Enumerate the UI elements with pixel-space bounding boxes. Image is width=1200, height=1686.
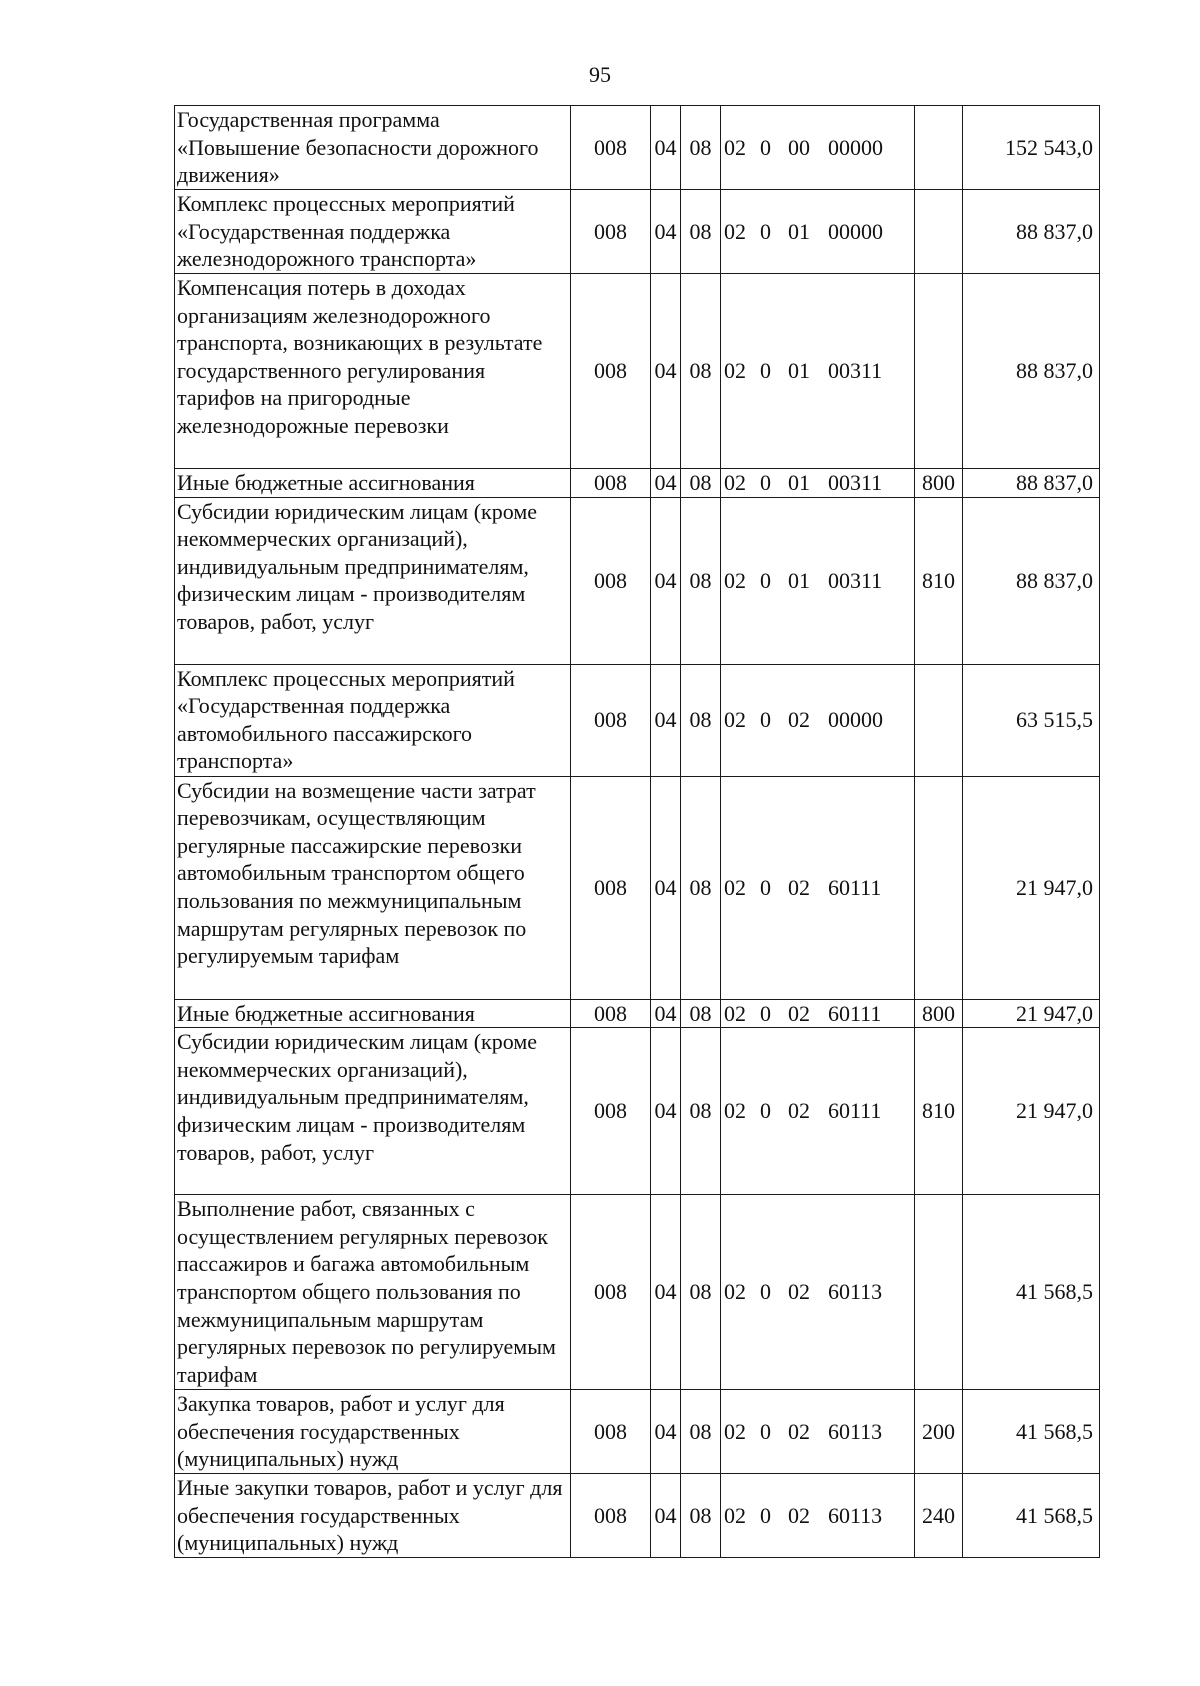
table-row [175, 190, 1100, 274]
vr-code: 800 [915, 999, 963, 1028]
csr-structure: 02 [788, 707, 810, 733]
csr-direction: 60111 [828, 1000, 882, 1026]
csr-structure: 01 [788, 218, 810, 244]
csr-program: 02 [724, 1502, 746, 1528]
rz-code: 04 [651, 106, 681, 190]
row-sum: 152 543,0 [963, 106, 1100, 190]
csr-code [721, 469, 915, 498]
row-name: Комплекс процессных мероприятий «Государственная поддержка железнодорожного транспорта» [175, 190, 571, 274]
rz-code: 04 [651, 1474, 681, 1558]
csr-code [721, 1195, 915, 1390]
csr-code [721, 1028, 915, 1195]
pr-code: 08 [681, 1028, 721, 1195]
csr-structure: 01 [788, 470, 810, 495]
vr-code [915, 190, 963, 274]
csr-type: 0 [760, 134, 771, 160]
table-row [175, 776, 1100, 999]
table-row [175, 497, 1100, 664]
row-sum: 41 568,5 [963, 1390, 1100, 1474]
pr-code: 08 [681, 1390, 721, 1474]
grbs-code: 008 [571, 190, 651, 274]
rz-code: 04 [651, 190, 681, 274]
vr-code [915, 274, 963, 469]
row-sum: 21 947,0 [963, 1028, 1100, 1195]
csr-type: 0 [760, 874, 771, 900]
pr-code: 08 [681, 999, 721, 1028]
rz-code: 04 [651, 776, 681, 999]
row-name: Компенсация потерь в доходах организациям железнодорожного транспорта, возникающих в результате государственного регулирования тарифов на пригородные железнодорожные перевозки [175, 274, 571, 469]
grbs-code: 008 [571, 1474, 651, 1558]
csr-program: 02 [724, 1098, 746, 1124]
vr-code: 240 [915, 1474, 963, 1558]
budget-table [174, 105, 1100, 1558]
csr-type: 0 [760, 358, 771, 384]
vr-code [915, 106, 963, 190]
vr-code: 810 [915, 497, 963, 664]
row-name: Субсидии юридическим лицам (кроме некоммерческих организаций), индивидуальным предпринимателям, физическим лицам - производителям товаров, работ, услуг [175, 1028, 571, 1195]
csr-direction: 00000 [828, 134, 883, 160]
pr-code: 08 [681, 106, 721, 190]
csr-structure: 02 [788, 1279, 810, 1305]
grbs-code: 008 [571, 1390, 651, 1474]
csr-direction: 00311 [828, 358, 883, 384]
csr-program: 02 [724, 707, 746, 733]
pr-code: 08 [681, 1195, 721, 1390]
row-name: Субсидии юридическим лицам (кроме некоммерческих организаций), индивидуальным предпринимателям, физическим лицам - производителям товаров, работ, услуг [175, 497, 571, 664]
csr-structure: 02 [788, 1418, 810, 1444]
vr-code [915, 776, 963, 999]
csr-code [721, 664, 915, 776]
table-row [175, 664, 1100, 776]
pr-code: 08 [681, 664, 721, 776]
csr-code [721, 776, 915, 999]
row-sum: 63 515,5 [963, 664, 1100, 776]
grbs-code: 008 [571, 1195, 651, 1390]
row-name: Выполнение работ, связанных с осуществлением регулярных перевозок пассажиров и багажа автомобильным транспортом общего пользования по межмуниципальным маршрутам регулярных перевозок по регулируемым тарифам [175, 1195, 571, 1390]
row-sum: 88 837,0 [963, 497, 1100, 664]
row-name: Комплекс процессных мероприятий «Государственная поддержка автомобильного пассажирского транспорта» [175, 664, 571, 776]
row-sum: 88 837,0 [963, 190, 1100, 274]
row-sum: 21 947,0 [963, 776, 1100, 999]
csr-type: 0 [760, 567, 771, 593]
csr-code [721, 1390, 915, 1474]
table-row [175, 1195, 1100, 1390]
csr-code [721, 274, 915, 469]
csr-structure: 01 [788, 567, 810, 593]
csr-code [721, 497, 915, 664]
csr-direction: 00311 [828, 470, 883, 495]
table-row [175, 274, 1100, 469]
grbs-code: 008 [571, 469, 651, 498]
vr-code: 810 [915, 1028, 963, 1195]
grbs-code: 008 [571, 664, 651, 776]
rz-code: 04 [651, 274, 681, 469]
csr-direction: 60111 [828, 1098, 882, 1124]
csr-direction: 00000 [828, 218, 883, 244]
rz-code: 04 [651, 664, 681, 776]
grbs-code: 008 [571, 999, 651, 1028]
csr-type: 0 [760, 1502, 771, 1528]
grbs-code: 008 [571, 776, 651, 999]
row-name: Иные бюджетные ассигнования [175, 999, 571, 1028]
pr-code: 08 [681, 1474, 721, 1558]
csr-direction: 00311 [828, 567, 883, 593]
table-row [175, 1390, 1100, 1474]
csr-structure: 02 [788, 1502, 810, 1528]
csr-program: 02 [724, 1000, 746, 1026]
csr-program: 02 [724, 358, 746, 384]
csr-direction: 60113 [828, 1279, 883, 1305]
rz-code: 04 [651, 999, 681, 1028]
rz-code: 04 [651, 469, 681, 498]
pr-code: 08 [681, 497, 721, 664]
csr-direction: 60111 [828, 874, 882, 900]
table-row [175, 106, 1100, 190]
table-row [175, 1474, 1100, 1558]
row-sum: 41 568,5 [963, 1474, 1100, 1558]
pr-code: 08 [681, 469, 721, 498]
vr-code [915, 1195, 963, 1390]
vr-code [915, 664, 963, 776]
csr-type: 0 [760, 707, 771, 733]
row-name: Иные бюджетные ассигнования [175, 469, 571, 498]
grbs-code: 008 [571, 106, 651, 190]
csr-code [721, 1474, 915, 1558]
pr-code: 08 [681, 190, 721, 274]
csr-structure: 02 [788, 1000, 810, 1026]
rz-code: 04 [651, 1390, 681, 1474]
vr-code: 800 [915, 469, 963, 498]
row-name: Закупка товаров, работ и услуг для обеспечения государственных (муниципальных) нужд [175, 1390, 571, 1474]
csr-structure: 02 [788, 874, 810, 900]
page-number: 95 [589, 62, 611, 87]
row-name: Государственная программа «Повышение безопасности дорожного движения» [175, 106, 571, 190]
row-sum: 41 568,5 [963, 1195, 1100, 1390]
table-row [175, 469, 1100, 498]
csr-type: 0 [760, 1279, 771, 1305]
csr-structure: 00 [788, 134, 810, 160]
rz-code: 04 [651, 497, 681, 664]
rz-code: 04 [651, 1028, 681, 1195]
csr-program: 02 [724, 134, 746, 160]
vr-code: 200 [915, 1390, 963, 1474]
csr-structure: 01 [788, 358, 810, 384]
csr-type: 0 [760, 1418, 771, 1444]
rz-code: 04 [651, 1195, 681, 1390]
table-row [175, 1028, 1100, 1195]
table-row [175, 999, 1100, 1028]
csr-direction: 00000 [828, 707, 883, 733]
csr-code [721, 190, 915, 274]
csr-type: 0 [760, 1000, 771, 1026]
csr-code [721, 106, 915, 190]
row-sum: 21 947,0 [963, 999, 1100, 1028]
pr-code: 08 [681, 776, 721, 999]
csr-program: 02 [724, 218, 746, 244]
csr-type: 0 [760, 470, 771, 495]
row-name: Субсидии на возмещение части затрат перевозчикам, осуществляющим регулярные пассажирские перевозки автомобильным транспортом общего пользования по межмуниципальным маршрутам регулярных перевозок по регулируемым тарифам [175, 776, 571, 999]
csr-type: 0 [760, 218, 771, 244]
grbs-code: 008 [571, 497, 651, 664]
csr-program: 02 [724, 470, 746, 495]
row-sum: 88 837,0 [963, 274, 1100, 469]
csr-program: 02 [724, 1418, 746, 1444]
pr-code: 08 [681, 274, 721, 469]
row-name: Иные закупки товаров, работ и услуг для обеспечения государственных (муниципальных) нужд [175, 1474, 571, 1558]
csr-program: 02 [724, 874, 746, 900]
csr-direction: 60113 [828, 1502, 883, 1528]
grbs-code: 008 [571, 274, 651, 469]
csr-structure: 02 [788, 1098, 810, 1124]
csr-program: 02 [724, 567, 746, 593]
grbs-code: 008 [571, 1028, 651, 1195]
csr-program: 02 [724, 1279, 746, 1305]
csr-code [721, 999, 915, 1028]
csr-direction: 60113 [828, 1418, 883, 1444]
row-sum: 88 837,0 [963, 469, 1100, 498]
csr-type: 0 [760, 1098, 771, 1124]
